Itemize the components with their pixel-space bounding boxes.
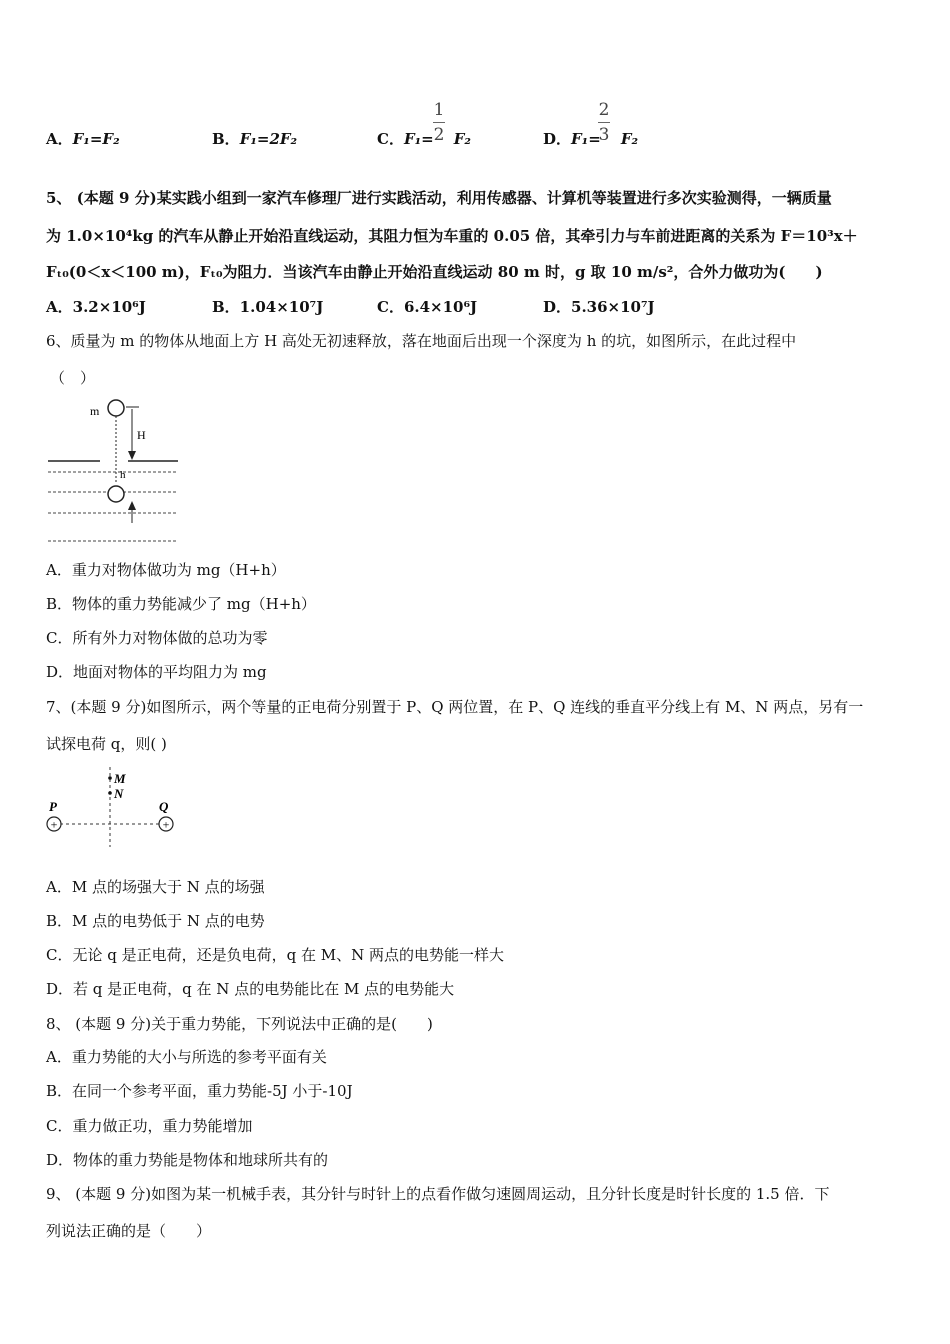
q6-option-d[interactable]: D．地面对物体的平均阻力为 mg — [46, 663, 267, 681]
q5-option-b[interactable]: B．1.04×10⁷J — [212, 298, 324, 316]
q4-option-a[interactable] — [46, 128, 120, 149]
fig-label-h: h — [120, 469, 126, 481]
option-text: F₁= — [403, 130, 434, 148]
q4-option-b[interactable] — [212, 128, 297, 149]
option-letter: C． — [377, 130, 404, 148]
H-arrowhead-icon — [128, 451, 136, 460]
q6-line-1: 6、质量为 m 的物体从地面上方 H 高处无初速释放，落在地面后出现一个深度为 h 的坑，如图所示，在此过程中 — [46, 332, 797, 350]
option-letter: B． — [212, 130, 240, 148]
q6-figure — [44, 395, 184, 547]
q5-option-d[interactable]: D．5.36×10⁷J — [543, 298, 655, 316]
fraction-denominator: 3 — [598, 125, 610, 145]
fraction-numerator: 1 — [433, 100, 445, 120]
ball-top-icon — [108, 400, 124, 416]
q6-line-2: （ ） — [50, 369, 96, 387]
q5-option-a[interactable]: A．3.2×10⁶J — [46, 298, 146, 316]
q8-option-d[interactable]: D．物体的重力势能是物体和地球所共有的 — [46, 1151, 329, 1169]
option-text: F₁=F₂ — [72, 130, 120, 148]
fig-label-H: H — [137, 428, 146, 442]
fig-label-Q: Q — [159, 799, 169, 814]
option-letter: A． — [46, 130, 73, 148]
fraction-bar — [433, 122, 445, 123]
force-arrowhead-icon — [128, 501, 136, 510]
q7-option-b[interactable]: B．M 点的电势低于 N 点的电势 — [46, 912, 265, 930]
q8-option-c[interactable]: C．重力做正功，重力势能增加 — [46, 1117, 253, 1135]
q5-line-1: 5、 (本题 9 分)某实践小组到一家汽车修理厂进行实践活动，利用传感器、计算机等装置进行多次实验测得，一辆质量 — [46, 189, 832, 207]
ball-bottom-icon — [108, 486, 124, 502]
fraction-bar — [598, 122, 610, 123]
q7-line-2: 试探电荷 q，则( ) — [46, 735, 167, 753]
q7-figure — [44, 763, 184, 853]
q7-line-1: 7、(本题 9 分)如图所示，两个等量的正电荷分别置于 P、Q 两位置，在 P、Q 连线的垂直平分线上有 M、N 两点，另有一 — [46, 698, 864, 716]
q5-option-c[interactable]: C．6.4×10⁶J — [377, 298, 478, 316]
fig-label-m: m — [90, 404, 100, 418]
fig-label-N: N — [114, 786, 124, 801]
fig-label-P: P — [49, 799, 57, 814]
q8-line-1: 8、 (本题 9 分)关于重力势能，下列说法中正确的是( ) — [46, 1015, 433, 1033]
q4-option-c[interactable] — [377, 128, 471, 149]
q5-line-2: 为 1.0×10⁴kg 的汽车从静止开始沿直线运动，其阻力恒为车重的 0.05 倍，其牵引力与车前进距离的关系为 F＝10³x＋ — [46, 227, 858, 245]
q6-option-c[interactable]: C．所有外力对物体做的总功为零 — [46, 629, 268, 647]
q5-line-3: Fₜ₀(0＜x＜100 m)，Fₜ₀为阻力．当该汽车由静止开始沿直线运动 80 m 时，g 取 10 m/s²，合外力做功为( ) — [46, 263, 823, 281]
q7-option-d[interactable]: D．若 q 是正电荷，q 在 N 点的电势能比在 M 点的电势能大 — [46, 980, 455, 998]
fraction-denominator: 2 — [433, 125, 445, 145]
q4-c-fraction — [433, 100, 445, 145]
charge-P-sign: + — [50, 817, 58, 832]
q9-line-2: 列说法正确的是（ ） — [46, 1222, 212, 1240]
q9-line-1: 9、 (本题 9 分)如图为某一机械手表，其分针与时针上的点看作做匀速圆周运动，且分针长度是时针长度的 1.5 倍．下 — [46, 1185, 830, 1203]
point-M-icon — [108, 776, 112, 780]
option-tail: F₂ — [620, 130, 639, 148]
fig-label-M: M — [114, 771, 126, 786]
q7-option-c[interactable]: C．无论 q 是正电荷，还是负电荷，q 在 M、N 两点的电势能一样大 — [46, 946, 505, 964]
q6-option-a[interactable]: A．重力对物体做功为 mg（H+h） — [46, 561, 286, 579]
q4-d-fraction — [598, 100, 610, 145]
fraction-numerator: 2 — [598, 100, 610, 120]
option-text: F₁= — [571, 130, 601, 148]
q6-option-b[interactable]: B．物体的重力势能减少了 mg（H+h） — [46, 595, 316, 613]
option-text: F₁=2F₂ — [239, 130, 298, 148]
charge-Q-sign: + — [162, 817, 170, 832]
q8-option-a[interactable]: A．重力势能的大小与所选的参考平面有关 — [46, 1048, 327, 1066]
option-letter: D． — [543, 130, 572, 148]
point-N-icon — [108, 791, 112, 795]
q7-option-a[interactable]: A．M 点的场强大于 N 点的场强 — [46, 878, 265, 896]
option-tail: F₂ — [453, 130, 471, 148]
q4-option-d[interactable] — [543, 128, 638, 149]
q8-option-b[interactable]: B．在同一个参考平面，重力势能-5J 小于-10J — [46, 1082, 353, 1100]
